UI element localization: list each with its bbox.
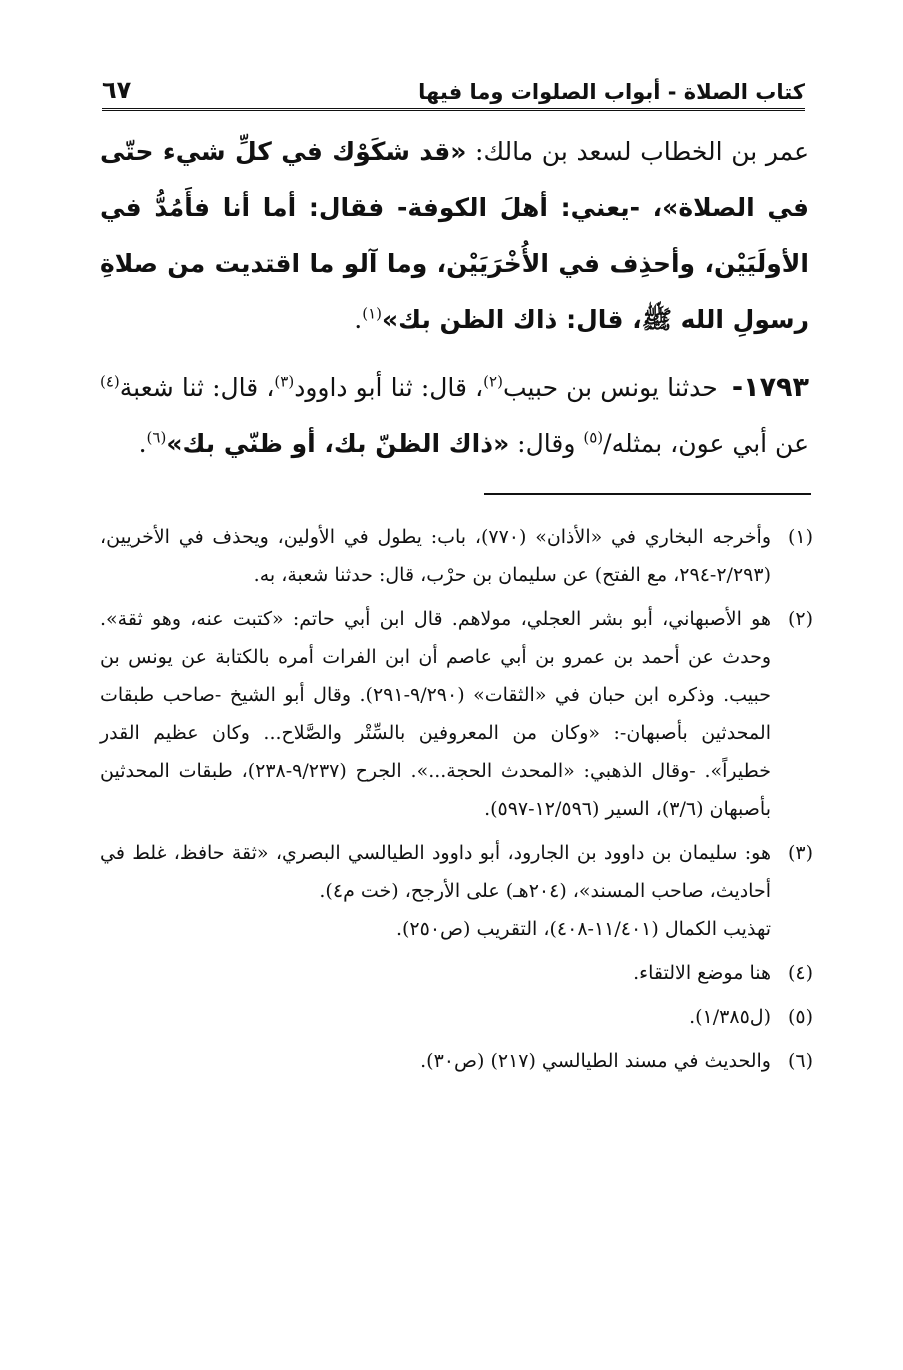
footnote-ref-1: (١) <box>362 304 383 323</box>
footnote-separator <box>484 493 811 495</box>
footnote-ref-6: (٦) <box>146 428 167 447</box>
chain-part-4: عن أبي عون، بمثله/ <box>603 429 809 458</box>
paragraph-2 <box>100 360 809 472</box>
page-header <box>102 62 805 111</box>
footnote-number: (٥) <box>787 1006 813 1028</box>
quote-2: «ذاك الظنّ بك، أو ظنّي بك» <box>166 429 510 458</box>
footnote-number: (٤) <box>787 962 813 984</box>
running-title: كتاب الصلاة - أبواب الصلوات وما فيها <box>418 80 805 104</box>
footnotes <box>100 518 813 1086</box>
chain-part-3: ، قال: ثنا شعبة <box>119 373 275 402</box>
chain-part-1: حدثنا يونس بن حبيب <box>502 373 726 402</box>
paragraph-1-intro: عمر بن الخطاب لسعد بن مالك: <box>466 137 809 166</box>
paragraph-1 <box>100 124 809 348</box>
footnote-text: (ل١/٣٨٥). <box>689 1006 771 1028</box>
paragraph-2-end: . <box>138 429 147 458</box>
footnote-3 <box>100 834 813 948</box>
footnote-number: (٣) <box>787 842 813 864</box>
footnote-number: (٢) <box>787 608 813 630</box>
footnote-text: هو: سليمان بن داوود بن الجارود، أبو داوود الطيالسي البصري، «ثقة حافظ، غلط في أحاديث، صاحب المسند»، (٢٠٤هـ) على الأرجح، (خت م٤). <box>100 842 771 902</box>
footnote-number: (٦) <box>787 1050 813 1072</box>
footnote-continuation: تهذيب الكمال (١١/٤٠١-٤٠٨)، التقريب (ص٢٥٠). <box>395 918 771 940</box>
footnote-4 <box>100 954 813 992</box>
footnote-text: والحديث في مسند الطيالسي (٢١٧) (ص٣٠). <box>420 1050 771 1072</box>
footnote-text: هو الأصبهاني، أبو بشر العجلي، مولاهم. قال ابن أبي حاتم: «كتبت عنه، وهو ثقة». وحدث عن أحمد بن عمرو بن أبي عاصم أن ابن الفرات أمره بالكتابة عن يونس بن حبيب. وذكره ابن حبان في «الثقات» (٩/٢٩٠-٢٩١). وقال أبو الشيخ -صاحب طبقات المحدثين بأصبهان-: «وكان من المعروفين بالسِّتْر والصَّلاح... وكان عظيم القدر خطيراً». -وقال الذهبي: «المحدث الحجة...». الجرح (٩/٢٣٧-٢٣٨)، طبقات المحدثين بأصبهان (٣/٦)، السير (١٢/٥٩٦-٥٩٧). <box>100 608 772 820</box>
chain-part-2: ، قال: ثنا أبو داوود <box>294 373 484 402</box>
quote-1: «قد شكَوْك في كلِّ شيء حتّى في الصلاة»، -يعني: أهلَ الكوفة- فقال: أما أنا فأَمُدُّ في الأولَيَيْن، وأحذِف في الأُخْرَيَيْن، وما آلو ما اقتديت من صلاةِ رسولِ الله ﷺ، قال: ذاك الظن بك» <box>100 137 809 334</box>
footnote-5 <box>100 998 813 1036</box>
footnote-1 <box>100 518 813 594</box>
footnote-ref-5: (٥) <box>583 428 604 447</box>
footnote-ref-4: (٤) <box>100 372 120 391</box>
chain-part-5: وقال: <box>509 429 584 458</box>
footnote-text: وأخرجه البخاري في «الأذان» (٧٧٠)، باب: يطول في الأولين، ويحذف في الأخريين، (٢/٢٩٣-٢٩٤، مع الفتح) عن سليمان بن حرْب، قال: حدثنا شعبة، به. <box>100 526 771 586</box>
page-number: ٦٧ <box>102 76 132 104</box>
paragraph-1-end: . <box>354 305 363 334</box>
footnote-text: هنا موضع الالتقاء. <box>633 962 771 984</box>
footnote-ref-2: (٢) <box>483 372 503 391</box>
footnote-6 <box>100 1042 813 1080</box>
footnote-ref-3: (٣) <box>274 372 295 391</box>
main-text <box>100 124 809 472</box>
footnote-number: (١) <box>787 526 813 548</box>
hadith-number: ١٧٩٣- <box>731 372 810 403</box>
footnote-2 <box>100 600 813 828</box>
